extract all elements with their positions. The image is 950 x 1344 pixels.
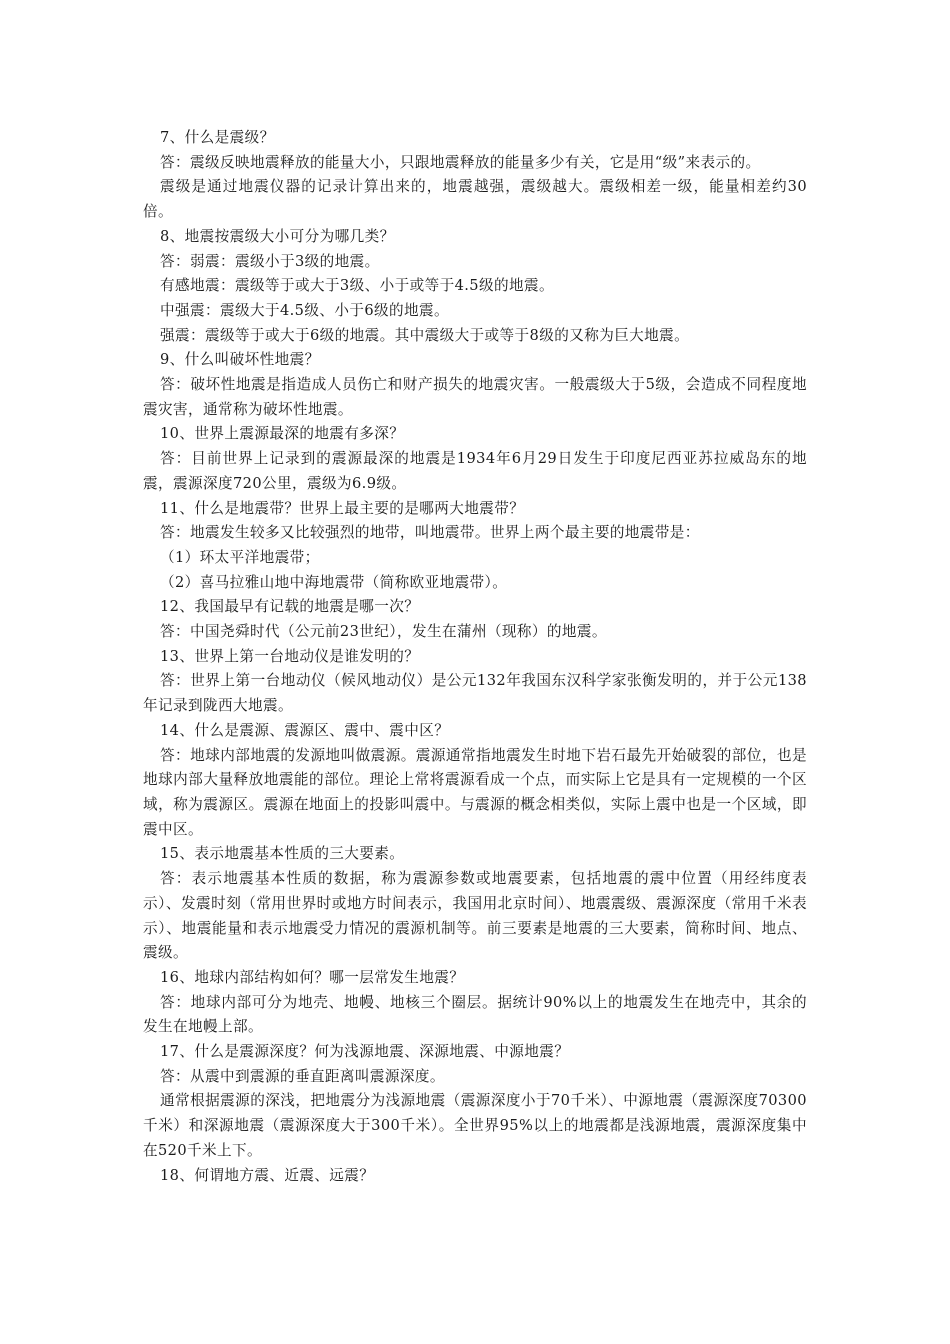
question-18: 18、何谓地方震、近震、远震？ — [160, 1166, 375, 1184]
answer-11-item-1: （1）环太平洋地震带； — [160, 548, 320, 566]
question-8: 8、地震按震级大小可分为哪几类？ — [160, 227, 395, 245]
answer-17-cont: 通常根据震源的深浅，把地震分为浅源地震（震源深度小于70千米）、中源地震（震源深度70300千米）和深源地震（震源深度大于300千米）。全世界95%以上的地震都是浅源地震，震源深度集中在520千米上下。 — [143, 1092, 807, 1159]
answer-8-weak: 答：弱震：震级小于3级的地震。 — [160, 252, 380, 270]
answer-11: 答：地震发生较多又比较强烈的地带，叫地震带。世界上两个最主要的地震带是： — [160, 524, 700, 542]
question-10: 10、世界上震源最深的地震有多深？ — [160, 425, 405, 443]
question-12: 12、我国最早有记载的地震是哪一次？ — [160, 598, 420, 616]
document-body — [143, 126, 807, 1188]
answer-15: 答：表示地震基本性质的数据，称为震源参数或地震要素，包括地震的震中位置（用经纬度表示）、发震时刻（常用世界时或地方时间表示，我国用北京时间）、地震震级、震源深度（常用千米表示）、地震能量和表示地震受力情况的震源机制等。前三要素是地震的三大要素，简称时间、地点、震级。 — [143, 870, 807, 962]
answer-8-felt: 有感地震：震级等于或大于3级、小于或等于4.5级的地震。 — [160, 277, 554, 295]
question-9: 9、什么叫破坏性地震？ — [160, 351, 320, 369]
answer-9: 答：破坏性地震是指造成人员伤亡和财产损失的地震灾害。一般震级大于5级，会造成不同程度地震灾害，通常称为破坏性地震。 — [143, 376, 807, 418]
answer-10: 答：目前世界上记录到的震源最深的地震是1934年6月29日发生于印度尼西亚苏拉威岛东的地震，震源深度720公里，震级为6.9级。 — [143, 450, 807, 492]
answer-8-strong: 强震：震级等于或大于6级的地震。其中震级大于或等于8级的又称为巨大地震。 — [160, 326, 690, 344]
answer-16: 答：地球内部可分为地壳、地幔、地核三个圈层。据统计90%以上的地震发生在地壳中，其余的发生在地幔上部。 — [143, 993, 807, 1036]
question-11: 11、什么是地震带？世界上最主要的是哪两大地震带？ — [160, 499, 525, 517]
question-7: 7、什么是震级？ — [160, 129, 275, 146]
question-14: 14、什么是震源、震源区、震中、震中区？ — [160, 721, 450, 739]
question-15: 15、表示地震基本性质的三大要素。 — [160, 845, 405, 863]
answer-7: 答：震级反映地震释放的能量大小，只跟地震释放的能量多少有关，它是用“级”来表示的。 — [160, 153, 761, 171]
answer-13: 答：世界上第一台地动仪（候风地动仪）是公元132年我国东汉科学家张衡发明的，并于公元138年记录到陇西大地震。 — [143, 672, 807, 715]
answer-8-moderate: 中强震：震级大于4.5级、小于6级的地震。 — [160, 301, 449, 319]
question-13: 13、世界上第一台地动仪是谁发明的？ — [160, 647, 420, 665]
answer-11-item-2: （2）喜马拉雅山地中海地震带（简称欧亚地震带）。 — [160, 573, 508, 591]
answer-12: 答：中国尧舜时代（公元前23世纪），发生在蒲州（现称）的地震。 — [160, 623, 607, 641]
question-17: 17、什么是震源深度？何为浅源地震、深源地震、中源地震？ — [160, 1043, 570, 1061]
question-16: 16、地球内部结构如何？哪一层常发生地震？ — [160, 968, 465, 986]
answer-17: 答：从震中到震源的垂直距离叫震源深度。 — [160, 1067, 445, 1085]
answer-7-cont: 震级是通过地震仪器的记录计算出来的，地震越强，震级越大。震级相差一级，能量相差约30倍。 — [143, 178, 807, 221]
answer-14: 答：地球内部地震的发源地叫做震源。震源通常指地震发生时地下岩石最先开始破裂的部位，也是地球内部大量释放地震能的部位。理论上常将震源看成一个点，而实际上它是具有一定规模的一个区域，称为震源区。震源在地面上的投影叫震中。与震源的概念相类似，实际上震中也是一个区域，即震中区。 — [143, 746, 807, 838]
